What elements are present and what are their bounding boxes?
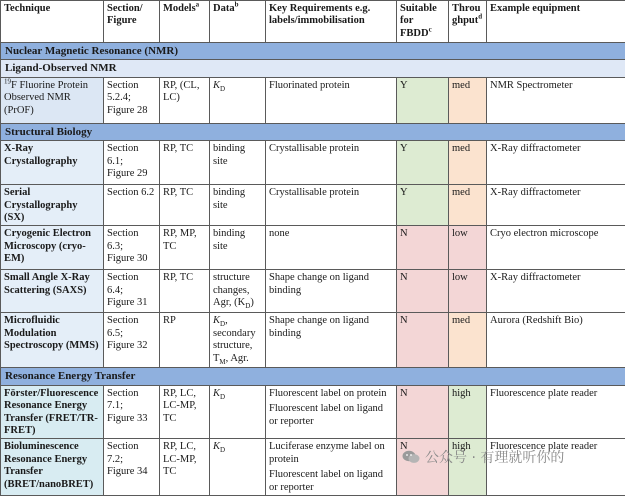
header-throughput: Throughput$^d$ xyxy=(449,1,487,43)
technique-cell: Cryogenic Electron Microscopy (cryo-EM) xyxy=(1,226,104,270)
section-cell: Section 6.3; Figure 30 xyxy=(104,226,160,270)
technique-cell: Serial Crystallography (SX) xyxy=(1,185,104,226)
subsection-title: Ligand-Observed NMR xyxy=(1,60,625,77)
throughput-cell: med xyxy=(449,141,487,185)
equipment-cell: Aurora (Redshift Bio) xyxy=(487,313,625,368)
technique-cell: $^{19}$F Fluorine Protein Observed NMR (PrOF) xyxy=(1,77,104,123)
suitable-cell: Y xyxy=(397,141,449,185)
header-equipment: Example equipment xyxy=(487,1,625,43)
throughput-cell: med xyxy=(449,313,487,368)
technique-cell: X-Ray Crystallography xyxy=(1,141,104,185)
section-row-ret xyxy=(1,368,625,385)
key-requirements-cell: Shape change on ligand binding xyxy=(266,313,397,368)
table-row-fret xyxy=(1,385,625,439)
equipment-cell: X-Ray diffractometer xyxy=(487,141,625,185)
key-requirements-cell: none xyxy=(266,226,397,270)
models-cell: RP, TC xyxy=(160,270,210,313)
technique-cell: Microfluidic Modulation Spectroscopy (MMS) xyxy=(1,313,104,368)
section-cell: Section 6.1; Figure 29 xyxy=(104,141,160,185)
section-cell: Section 7.2; Figure 34 xyxy=(104,439,160,496)
data-cell: structure changes, Agr, $(K_D)$ xyxy=(210,270,266,313)
suitable-cell: N xyxy=(397,313,449,368)
header-key-requirements: Key Requirements e.g. labels/immobilisation xyxy=(266,1,397,43)
key-requirements-cell: Fluorinated protein xyxy=(266,77,397,123)
section-cell: Section 5.2.4; Figure 28 xyxy=(104,77,160,123)
models-cell: RP, LC, LC-MP, TC xyxy=(160,385,210,439)
header-models: Models$^a$ xyxy=(160,1,210,43)
watermark-text: 公众号 · 有理就听你的 xyxy=(425,447,564,467)
section-title: Resonance Energy Transfer xyxy=(1,368,625,385)
table-row-mms xyxy=(1,313,625,368)
data-cell: $K_D$, secondary structure, $T_M$, Agr. xyxy=(210,313,266,368)
section-title: Structural Biology xyxy=(1,123,625,140)
throughput-cell: low xyxy=(449,226,487,270)
data-cell: binding site xyxy=(210,141,266,185)
equipment-cell: X-Ray diffractometer xyxy=(487,270,625,313)
header-suitable: Suitable for FBDD$^c$ xyxy=(397,1,449,43)
watermark xyxy=(402,447,564,467)
models-cell: RP xyxy=(160,313,210,368)
data-cell: binding site xyxy=(210,185,266,226)
table-row-xray xyxy=(1,141,625,185)
section-row-nmr xyxy=(1,43,625,60)
technique-cell: Förster/Fluorescence Resonance Energy Transfer (FRET/TR-FRET) xyxy=(1,385,104,439)
throughput-cell: high xyxy=(449,385,487,439)
key-requirements-cell: Crystallisable protein xyxy=(266,185,397,226)
throughput-cell: low xyxy=(449,270,487,313)
subsection-row-ligand-nmr xyxy=(1,60,625,77)
key-requirements-cell: Fluorescent label on protein Fluorescent label on ligand or reporter xyxy=(266,385,397,439)
header-section: Section/ Figure xyxy=(104,1,160,43)
section-cell: Section 6.4; Figure 31 xyxy=(104,270,160,313)
models-cell: RP, LC, LC-MP, TC xyxy=(160,439,210,496)
section-cell: Section 6.2 xyxy=(104,185,160,226)
suitable-cell: Y xyxy=(397,77,449,123)
throughput-cell: med xyxy=(449,185,487,226)
table-row-cryoem xyxy=(1,226,625,270)
equipment-cell: Fluorescence plate reader xyxy=(487,439,625,496)
technique-cell: Small Angle X-Ray Scattering (SAXS) xyxy=(1,270,104,313)
table-row-prof xyxy=(1,77,625,123)
key-requirements-cell: Luciferase enzyme label on protein Fluorescent label on ligand or reporter xyxy=(266,439,397,496)
key-requirements-cell: Shape change on ligand binding xyxy=(266,270,397,313)
key-requirements-cell: Crystallisable protein xyxy=(266,141,397,185)
models-cell: RP, (CL, LC) xyxy=(160,77,210,123)
data-cell: $K_D$ xyxy=(210,77,266,123)
wechat-icon xyxy=(402,450,420,464)
models-cell: RP, TC xyxy=(160,185,210,226)
table-row-sx xyxy=(1,185,625,226)
table-row-saxs xyxy=(1,270,625,313)
suitable-cell: N xyxy=(397,439,449,496)
equipment-cell: X-Ray diffractometer xyxy=(487,185,625,226)
technique-cell: Bioluminescence Resonance Energy Transfer (BRET/nanoBRET) xyxy=(1,439,104,496)
data-cell: binding site xyxy=(210,226,266,270)
suitable-cell: N xyxy=(397,385,449,439)
models-cell: RP, TC xyxy=(160,141,210,185)
section-title: Nuclear Magnetic Resonance (NMR) xyxy=(1,43,625,60)
section-cell: Section 6.5; Figure 32 xyxy=(104,313,160,368)
equipment-cell: Cryo electron microscope xyxy=(487,226,625,270)
header-row xyxy=(1,1,625,43)
throughput-cell: high xyxy=(449,439,487,496)
suitable-cell: N xyxy=(397,226,449,270)
data-cell: $K_D$ xyxy=(210,385,266,439)
equipment-cell: Fluorescence plate reader xyxy=(487,385,625,439)
models-cell: RP, MP, TC xyxy=(160,226,210,270)
section-cell: Section 7.1; Figure 33 xyxy=(104,385,160,439)
header-technique: Technique xyxy=(1,1,104,43)
suitable-cell: N xyxy=(397,270,449,313)
section-row-structural xyxy=(1,123,625,140)
suitable-cell: Y xyxy=(397,185,449,226)
throughput-cell: med xyxy=(449,77,487,123)
data-cell: $K_D$ xyxy=(210,439,266,496)
equipment-cell: NMR Spectrometer xyxy=(487,77,625,123)
header-data: Data$^b$ xyxy=(210,1,266,43)
